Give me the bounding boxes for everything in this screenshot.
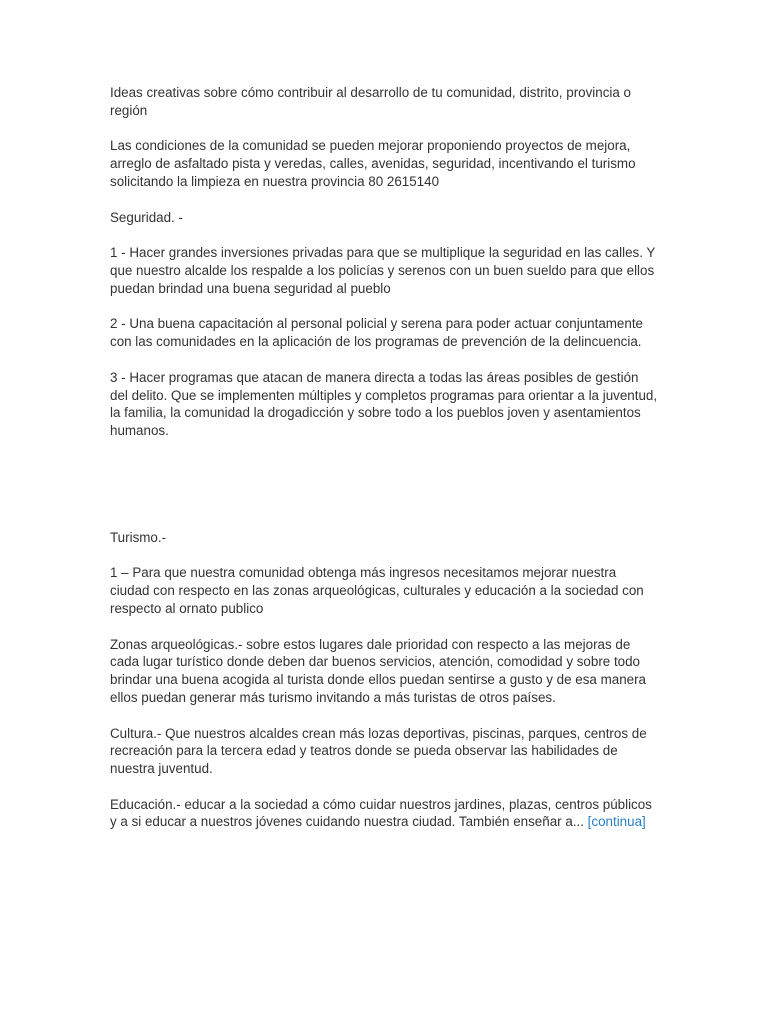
security-item-2: 2 - Una buena capacitación al personal policial y serena para poder actuar conjuntamente con las comunidades en la aplicación de los programas de prevención de la delincuencia. [110,316,643,350]
archaeology-paragraph: Zonas arqueológicas.- sobre estos lugares dale prioridad con respecto a las mejoras de cada lugar turístico donde deben dar buenos servicios, atención, comodidad y sobre todo brindar una buena acogida al turista donde ellos puedan sentirse a gusto y de esa manera ellos puedan generar más turismo invitando a más turistas de otros países. [110,636,646,705]
tourism-item-1: 1 – Para que nuestra comunidad obtenga más ingresos necesitamos mejorar nuestra ciudad con respecto en las zonas arqueológicas, culturales y educación a la sociedad con respecto al ornato publico [110,565,644,616]
document-page [110,84,658,849]
security-item-1: 1 - Hacer grandes inversiones privadas para que se multiplique la seguridad en las calles. Y que nuestro alcalde los respalde a los policías y serenos con un buen sueldo para que ellos puedan brindad una buena seguridad al pueblo [110,245,656,296]
intro-body: Las condiciones de la comunidad se pueden mejorar proponiendo proyectos de mejora, arreglo de asfaltado pista y veredas, calles, avenidas, seguridad, incentivando el turismo solicitando la limpieza en nuestra provincia 80 2615140 [110,138,636,189]
security-heading: Seguridad. - [110,209,183,225]
education-text: Educación.- educar a la sociedad a cómo cuidar nuestros jardines, plazas, centros públicos y a si educar a nuestros jóvenes cuidando nuestra ciudad. También enseñar a... [110,796,652,830]
culture-paragraph: Cultura.- Que nuestros alcaldes crean más lozas deportivas, piscinas, parques, centros de recreación para la tercera edad y teatros donde se pueda observar las habilidades de nuestra juventud. [110,725,647,777]
intro-title: Ideas creativas sobre cómo contribuir al desarrollo de tu comunidad, distrito, provincia o región [110,85,632,118]
tourism-heading: Turismo.- [110,529,167,545]
continue-link[interactable]: [continua] [587,814,646,830]
security-item-3: 3 - Hacer programas que atacan de manera directa a todas las áreas posibles de gestión del delito. Que se implementen múltiples y completos programas para orientar a la juventud, la familia, la comunidad la drogadicción y sobre todo a los pueblos joven y asentamientos humanos. [110,369,658,439]
section-spacer [110,458,658,529]
education-paragraph [110,796,658,832]
